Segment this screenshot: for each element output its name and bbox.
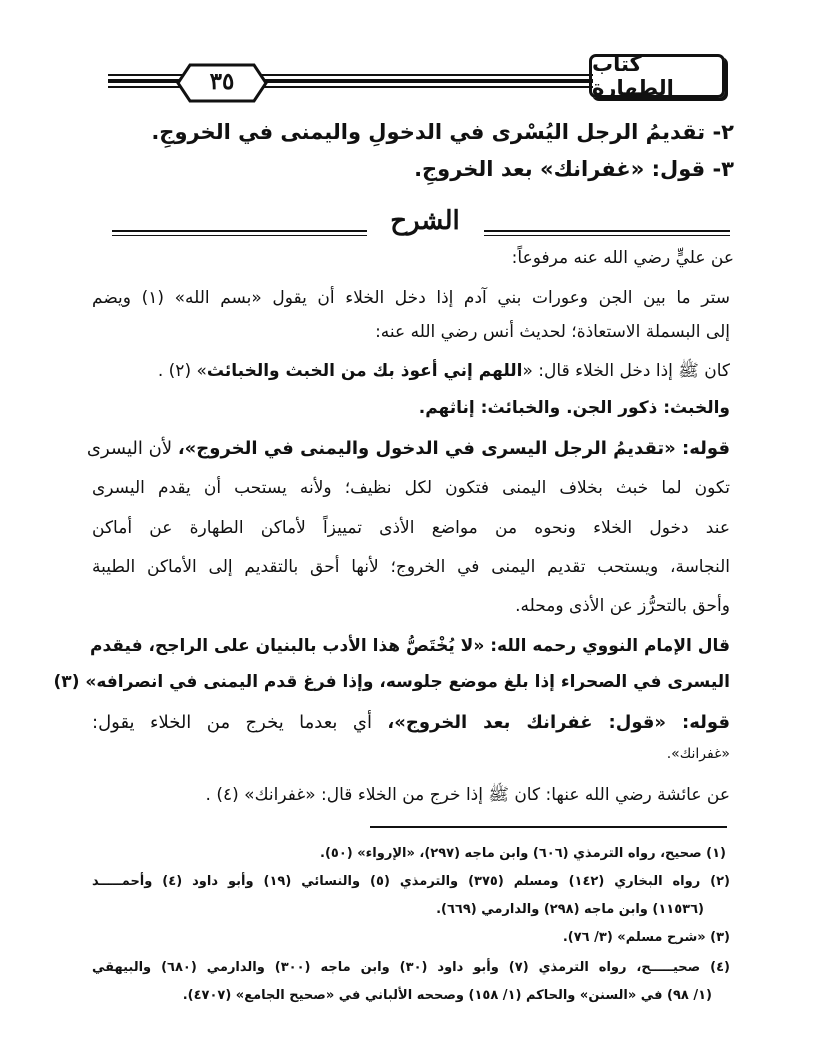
body-line-7: تكون لما خبث بخلاف اليمنى فتكون لكل نظيف؛ ولأنه يستحب أن يقدم اليسرى bbox=[92, 478, 730, 498]
footnote-3: (٣) «شرح مسلم» (٣/ ٧٦). bbox=[562, 930, 730, 945]
body-line-11: قال الإمام النووي رحمه الله: «لا يُخْتَصُّ هذا الأدب بالبنيان على الراجح، فيقدم bbox=[89, 636, 730, 656]
body-line-12: اليسرى في الصحراء إذا بلغ موضع جلوسه، وإذا فرغ قدم اليمنى في انصرافه» (٣) bbox=[53, 672, 730, 692]
intro-line-3: ٣- قول: «غفرانك» بعد الخروجِ. bbox=[414, 157, 734, 181]
section-rule-right-thin bbox=[484, 235, 730, 236]
body-line-2: ستر ما بين الجن وعورات بني آدم إذا دخل الخلاء أن يقول «بسم الله» (١) ويضم bbox=[92, 288, 730, 308]
body-line-8: عند دخول الخلاء ونحوه من مواضع الأذى تمييزاً لأماكن الطهارة عن أماكن bbox=[92, 518, 730, 538]
body-line-15: عن عائشة رضي الله عنها: كان ﷺ إذا خرج من الخلاء قال: «غفرانك» (٤) . bbox=[205, 785, 730, 805]
body-line-9: النجاسة، ويستحب تقديم اليمنى في الخروج؛ لأنها أحق بالتقديم إلى الأماكن الطيبة bbox=[92, 557, 730, 577]
body-line-5: والخبث: ذكور الجن. والخبائث: إناثهم. bbox=[418, 398, 730, 418]
footnote-rule bbox=[370, 826, 727, 828]
body-line-10: وأحق بالتحرُّز عن الأذى ومحله. bbox=[515, 596, 730, 616]
body-line-14: «غفرانك». bbox=[666, 746, 730, 762]
footnote-4: (٤) صحيـــــح، رواه الترمذي (٧) وأبو داود (٣٠) وابن ماجه (٣٠٠) والدارمي (٦٨٠) والبيهقي bbox=[92, 960, 730, 975]
section-rule-left-thin bbox=[112, 235, 367, 236]
footnote-4-cont: (١/ ٩٨) في «السنن» والحاكم (١/ ١٥٨) وصححه الألباني في «صحيح الجامع» (٤٧٠٧). bbox=[182, 988, 712, 1003]
page-number-badge bbox=[176, 63, 268, 103]
intro-line-2: ٢- تقديمُ الرجل اليُسْرى في الدخولِ واليمنى في الخروجِ. bbox=[151, 120, 734, 144]
footnote-2-cont: (١١٥٣٦) وابن ماجه (٢٩٨) والدارمي (٦٦٩). bbox=[436, 902, 704, 917]
section-rule-left bbox=[112, 230, 367, 232]
page-number: ٣٥ bbox=[209, 68, 235, 95]
book-title: كتاب الطهارة bbox=[589, 54, 725, 98]
section-title: الشرح bbox=[390, 206, 460, 236]
footnote-2: (٢) رواه البخاري (١٤٢) ومسلم (٣٧٥) والترمذي (٥) والنسائي (١٩) وأبو داود (٤) وأحمـــــد bbox=[92, 874, 730, 889]
section-rule-right bbox=[484, 230, 730, 232]
footnote-1: (١) صحيح، رواه الترمذي (٦٠٦) وابن ماجه (٢٩٧)، «الإرواء» (٥٠). bbox=[320, 846, 726, 861]
body-line-4: كان ﷺ إذا دخل الخلاء قال: «اللهم إني أعوذ بك من الخبث والخبائث» (٢) . bbox=[157, 361, 730, 381]
body-line-1: عن عليٍّ رضي الله عنه مرفوعاً: bbox=[511, 248, 734, 268]
body-line-13: قوله: «قول: غفرانك بعد الخروج»، أي بعدما يخرج من الخلاء يقول: bbox=[92, 712, 730, 733]
body-line-3: إلى البسملة الاستعاذة؛ لحديث أنس رضي الله عنه: bbox=[375, 322, 730, 342]
body-line-6: قوله: «تقديمُ الرجل اليسرى في الدخول واليمنى في الخروج»، لأن اليسرى bbox=[86, 438, 730, 459]
